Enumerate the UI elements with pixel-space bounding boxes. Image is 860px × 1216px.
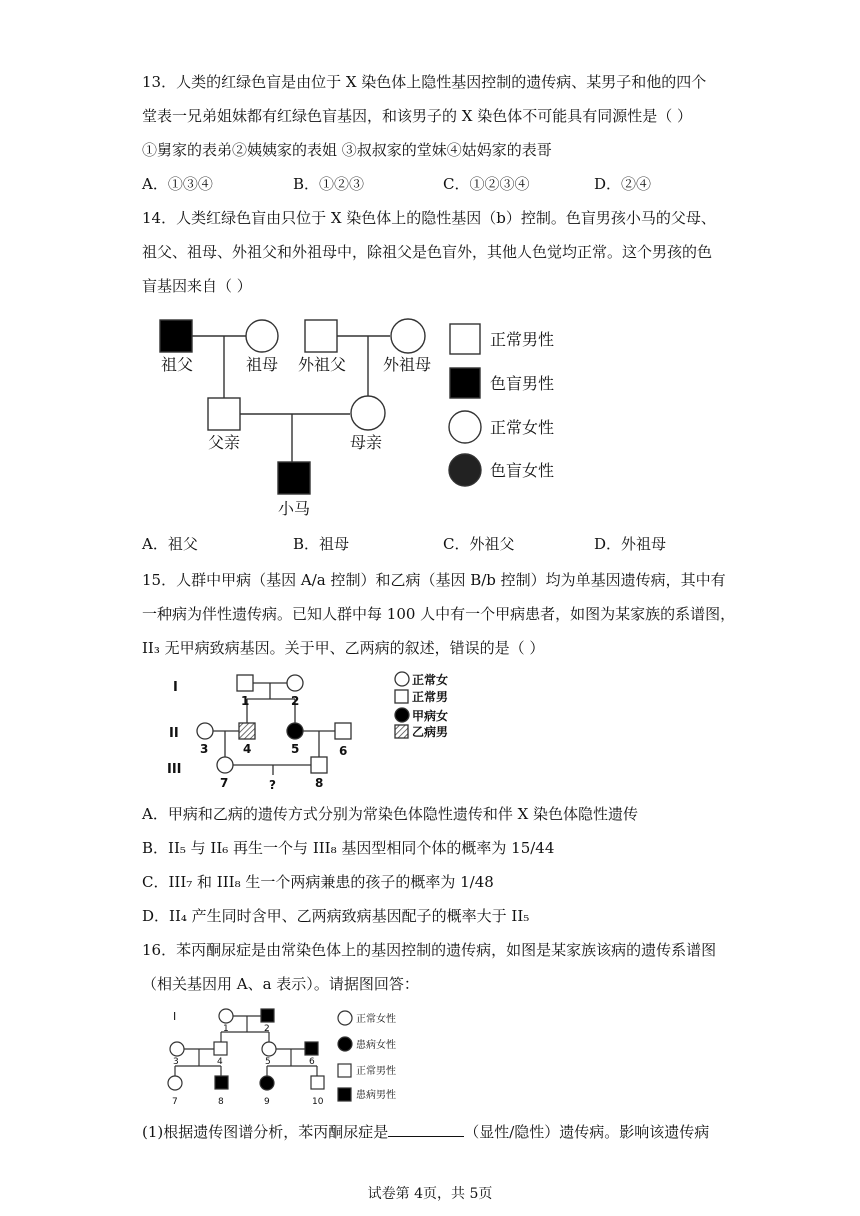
legend-normal-female: 正常女 [412, 673, 449, 687]
num-1: 1 [223, 1024, 229, 1034]
legend-disease-a-female: 甲病女 [412, 709, 449, 723]
grandmother-symbol [246, 320, 278, 352]
father-symbol [208, 398, 240, 430]
q14-line-3: 盲基因来自（ ） [142, 277, 252, 295]
q16-sub1-text-after: （显性/隐性）遗传病。影响该遗传病 [464, 1123, 710, 1141]
q13-line-1: 13．人类的红绿色盲是由位于 X 染色体上隐性基因控制的遗传病、某男子和他的四个 [142, 73, 707, 91]
legend-affected-male-icon [338, 1088, 351, 1101]
q15-option-c[interactable]: C．III₇ 和 III₈ 生一个两病兼患的孩子的概率为 1/48 [142, 873, 494, 891]
q13-option-a[interactable]: A．①③④ [142, 175, 213, 193]
legend-disease-a-female-icon [395, 708, 409, 722]
grandfather-label: 祖父 [161, 355, 194, 374]
num-8: 8 [315, 776, 324, 790]
maternal-grandfather-label: 外祖父 [298, 355, 347, 374]
q15-pedigree [165, 665, 465, 793]
legend-normal-female: 正常女性 [490, 418, 555, 437]
q14-line-2: 祖父、祖母、外祖父和外祖母中，除祖父是色盲外，其他人色觉均正常。这个男孩的色 [142, 243, 713, 261]
q16-answer-blank[interactable] [388, 1122, 464, 1137]
grandmother-label: 祖母 [246, 355, 279, 374]
legend-affected-male: 患病男性 [356, 1090, 396, 1101]
q16-pedigree [165, 1002, 415, 1112]
num-7: 7 [220, 776, 229, 790]
q15-option-b[interactable]: B．II₅ 与 II₆ 再生一个与 III₈ 基因型相同个体的概率为 15/44 [142, 839, 555, 857]
grandfather-symbol [160, 320, 192, 352]
q13-option-c[interactable]: C．①②③④ [443, 175, 530, 193]
maternal-grandmother-label: 外祖母 [383, 355, 432, 374]
boy-symbol [278, 462, 310, 494]
maternal-grandmother-symbol [391, 319, 425, 353]
q13-line-3: ①舅家的表弟②姨姨家的表姐 ③叔叔家的堂妹④姑妈家的表哥 [142, 141, 552, 159]
num-3: 3 [173, 1057, 179, 1067]
q15-line-3: II₃ 无甲病致病基因。关于甲、乙两病的叙述，错误的是（ ） [142, 639, 545, 657]
legend-disease-b-male: 乙病男 [412, 725, 449, 739]
legend-colorblind-male: 色盲男性 [490, 374, 555, 393]
maternal-grandfather-symbol [305, 320, 337, 352]
num-4: 4 [217, 1057, 223, 1067]
q14-line-1: 14．人类红绿色盲由只位于 X 染色体上的隐性基因（b）控制。色盲男孩小马的父母、 [142, 209, 716, 227]
mother-label: 母亲 [350, 433, 383, 452]
legend-normal-male: 正常男性 [490, 330, 555, 349]
num-10: 10 [312, 1097, 324, 1107]
boy-label: 小马 [278, 499, 311, 518]
legend-normal-male: 正常男 [412, 690, 449, 704]
num-4: 4 [243, 742, 252, 756]
q15-option-a[interactable]: A．甲病和乙病的遗传方式分别为常染色体隐性遗传和伴 X 染色体隐性遗传 [142, 805, 639, 823]
q16-sub1 [142, 1122, 709, 1142]
legend-disease-b-male-icon [395, 725, 408, 738]
legend-normal-male-icon [450, 324, 480, 354]
legend-affected-female-icon [338, 1037, 352, 1051]
num-3: 3 [200, 742, 209, 756]
num-6: 6 [309, 1057, 315, 1067]
num-1: 1 [241, 694, 250, 708]
q15-line-2: 一种病为伴性遗传病。已知人群中每 100 人中有一个甲病患者，如图为某家族的系谱图， [142, 605, 736, 623]
legend-colorblind-male-icon [450, 368, 480, 398]
q16-sub1-text-before: (1)根据遗传图谱分析，苯丙酮尿症是 [142, 1123, 389, 1141]
num-7: 7 [172, 1097, 178, 1107]
q13-option-b[interactable]: B．①②③ [293, 175, 365, 193]
gen-i-label: I [173, 1010, 177, 1023]
num-5: 5 [291, 742, 300, 756]
num-8: 8 [218, 1097, 224, 1107]
legend-affected-female: 患病女性 [356, 1040, 396, 1051]
q14-option-a[interactable]: A．祖父 [142, 535, 198, 553]
q13-option-d[interactable]: D．②④ [594, 175, 652, 193]
num-9: 9 [264, 1097, 270, 1107]
q13-line-2: 堂表一兄弟姐妹都有红绿色盲基因，和该男子的 X 染色体不可能具有同源性是（ ） [142, 107, 692, 125]
legend-colorblind-female-icon [449, 454, 481, 486]
q14-option-b[interactable]: B．祖母 [293, 535, 350, 553]
page-footer: 试卷第 4页，共 5页 [367, 1186, 493, 1202]
q14-option-c[interactable]: C．外祖父 [443, 535, 515, 553]
q16-line-1: 16．苯丙酮尿症是由常染色体上的基因控制的遗传病，如图是某家族该病的遗传系谱图 [142, 941, 717, 959]
legend-normal-female-icon [395, 672, 409, 686]
legend-colorblind-female: 色盲女性 [490, 461, 555, 480]
gen-ii-label: II [169, 726, 179, 741]
gen-iii-label: III [167, 762, 182, 777]
legend-normal-male: 正常男性 [356, 1066, 396, 1077]
num-question: ? [269, 778, 276, 792]
q16-line-2: （相关基因用 A、a 表示）。请据图回答： [142, 975, 419, 993]
num-5: 5 [265, 1057, 271, 1067]
num-6: 6 [339, 744, 348, 758]
gen-i-label: I [173, 680, 178, 695]
num-2: 2 [264, 1024, 270, 1034]
q14-pedigree [150, 310, 570, 520]
legend-normal-female-icon [449, 411, 481, 443]
q15-line-1: 15．人群中甲病（基因 A/a 控制）和乙病（基因 B/b 控制）均为单基因遗传病，其中有 [142, 571, 726, 589]
num-2: 2 [291, 694, 300, 708]
legend-normal-female: 正常女性 [356, 1014, 396, 1025]
legend-normal-female-icon [338, 1011, 352, 1025]
legend-normal-male-icon [395, 690, 408, 703]
father-label: 父亲 [208, 433, 241, 452]
q14-option-d[interactable]: D．外祖母 [594, 535, 667, 553]
legend-normal-male-icon [338, 1064, 351, 1077]
mother-symbol [351, 396, 385, 430]
q15-option-d[interactable]: D．II₄ 产生同时含甲、乙两病致病基因配子的概率大于 II₅ [142, 907, 530, 925]
